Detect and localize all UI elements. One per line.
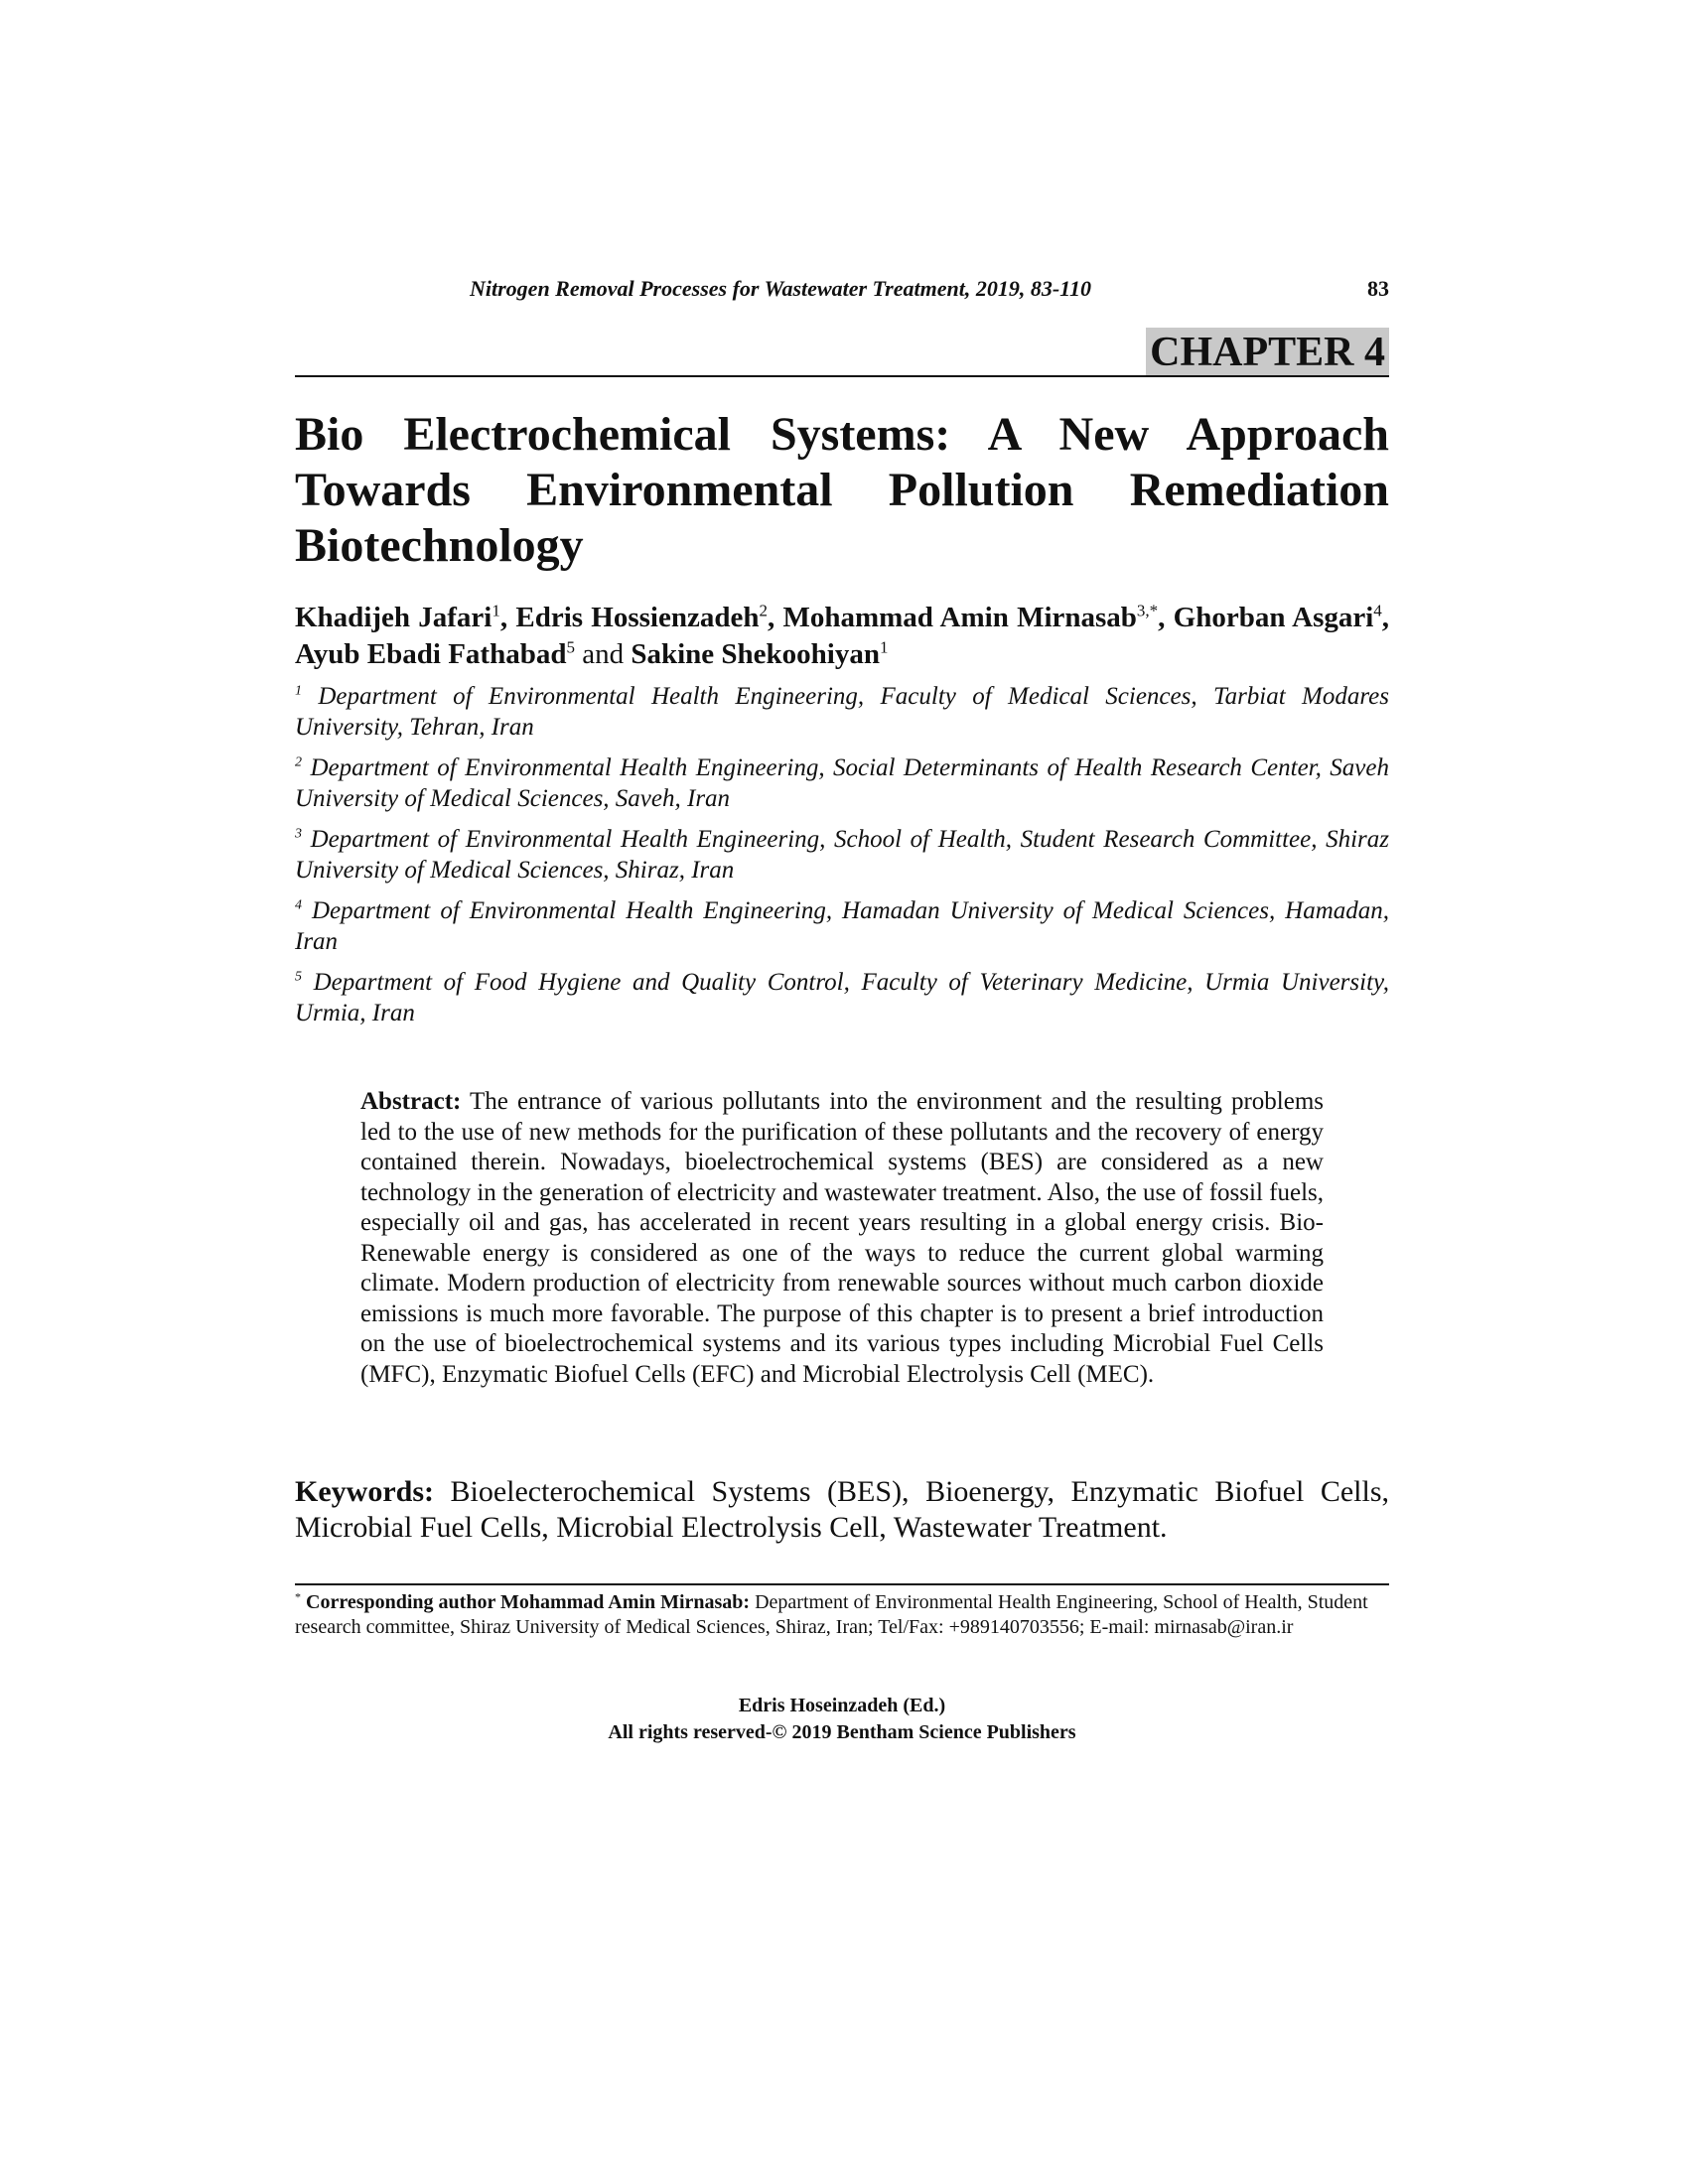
running-head-journal — [470, 274, 1091, 304]
author-affil-mark: 3,* — [1136, 601, 1159, 620]
header-rule — [295, 375, 1389, 377]
editor-line: Edris Hoseinzadeh (Ed.) — [738, 1695, 946, 1716]
author-separator: and — [574, 638, 632, 670]
affiliation-text: Department of Environmental Health Engineering, School of Health, Student Research Committee, Shiraz University of Medical Sciences, Shiraz, Iran — [295, 826, 1389, 884]
chapter-label: CHAPTER 4 — [1146, 328, 1389, 377]
imprint — [295, 1693, 1389, 1746]
affiliation-number: 3 — [295, 826, 302, 842]
affiliation-text: Department of Environmental Health Engineering, Social Determinants of Health Research Center, Saveh University of Medical Sciences, Saveh, Iran — [295, 754, 1389, 812]
affiliation-text: Department of Environmental Health Engineering, Faculty of Medical Sciences, Tarbiat Modares University, Tehran, Iran — [295, 683, 1389, 741]
affiliation-text: Department of Environmental Health Engineering, Hamadan University of Medical Sciences, Hamadan, Iran — [295, 897, 1390, 955]
author-name: Mohammad Amin Mirnasab — [782, 602, 1137, 633]
affiliation-number: 5 — [295, 969, 302, 985]
journal-title: Nitrogen Removal Processes for Wastewater Treatment — [470, 276, 965, 301]
author-name: Ayub Ebadi Fathabad — [295, 638, 567, 670]
author-name: Sakine Shekoohiyan — [631, 638, 880, 670]
author-affil-mark: 1 — [492, 601, 500, 620]
paper-page — [295, 0, 1389, 2184]
chapter-title: Bio Electrochemical Systems: A New Approach Towards Environmental Pollution Remediation Biotechnology — [295, 408, 1389, 572]
author-list — [295, 600, 1389, 673]
author-separator: , — [499, 602, 516, 633]
author-name: Ghorban Asgari — [1173, 602, 1374, 633]
affiliation-number: 4 — [295, 897, 302, 913]
author-name: Edris Hossienzadeh — [515, 602, 760, 633]
affiliation-item — [295, 967, 1389, 1028]
footnote-marker: * — [295, 1589, 301, 1604]
copyright-line: All rights reserved-© 2019 Bentham Science Publishers — [608, 1721, 1076, 1743]
author-name: Khadijeh Jafari — [295, 602, 492, 633]
author-separator: , — [1381, 602, 1390, 633]
keywords-label: Keywords: — [295, 1475, 434, 1508]
keywords — [295, 1474, 1389, 1546]
journal-details: , 2019, 83-110 — [964, 276, 1091, 301]
abstract — [360, 1087, 1324, 1390]
corresponding-author-footnote — [295, 1590, 1389, 1640]
page-number: 83 — [1367, 276, 1389, 301]
footnote-label: Corresponding author Mohammad Amin Mirnasab: — [301, 1591, 751, 1613]
author-affil-mark: 1 — [879, 637, 889, 657]
affiliation-item — [295, 681, 1389, 743]
author-separator: , — [1158, 602, 1174, 633]
abstract-text: The entrance of various pollutants into the environment and the resulting problems led to the use of new methods for the purification of these pollutants and the recovery of energy contained therein. Nowadays, bioelectrochemical systems (BES) are considered as a new technology in the generation of electricity and wastewater treatment. Also, the use of fossil fuels, especially oil and gas, has accelerated in recent years resulting in a global energy crisis. Bio-Renewable energy is considered as one of the ways to reduce the current global warming climate. Modern production of electricity from renewable sources without much carbon dioxide emissions is much more favorable. The purpose of this chapter is to present a brief introduction on the use of bioelectrochemical systems and its various types including Microbial Fuel Cells (MFC), Enzymatic Biofuel Cells (EFC) and Microbial Electrolysis Cell (MEC). — [360, 1088, 1324, 1388]
footnote-rule — [295, 1583, 1389, 1585]
abstract-label: Abstract: — [360, 1088, 462, 1115]
author-affil-mark: 2 — [759, 601, 768, 620]
footnote-text: Department of Environmental Health Engineering, School of Health, Student research committee, Shiraz University of Medical Sciences, Shiraz, Iran; Tel/Fax: +989140703556; E-mail: mirnasab@iran.ir — [295, 1591, 1368, 1638]
affiliation-list — [295, 681, 1389, 1038]
affiliation-item — [295, 895, 1389, 957]
author-affil-mark: 5 — [566, 637, 575, 657]
affiliation-item — [295, 824, 1389, 886]
author-affil-mark: 4 — [1373, 601, 1382, 620]
affiliation-item — [295, 752, 1389, 814]
affiliation-number: 1 — [295, 683, 302, 699]
author-separator: , — [767, 602, 783, 633]
keywords-text: Bioelecterochemical Systems (BES), Bioenergy, Enzymatic Biofuel Cells, Microbial Fuel Cells, Microbial Electrolysis Cell, Wastewater Treatment. — [295, 1475, 1389, 1544]
affiliation-text: Department of Food Hygiene and Quality Control, Faculty of Veterinary Medicine, Urmia University, Urmia, Iran — [295, 969, 1389, 1026]
affiliation-number: 2 — [295, 754, 302, 770]
